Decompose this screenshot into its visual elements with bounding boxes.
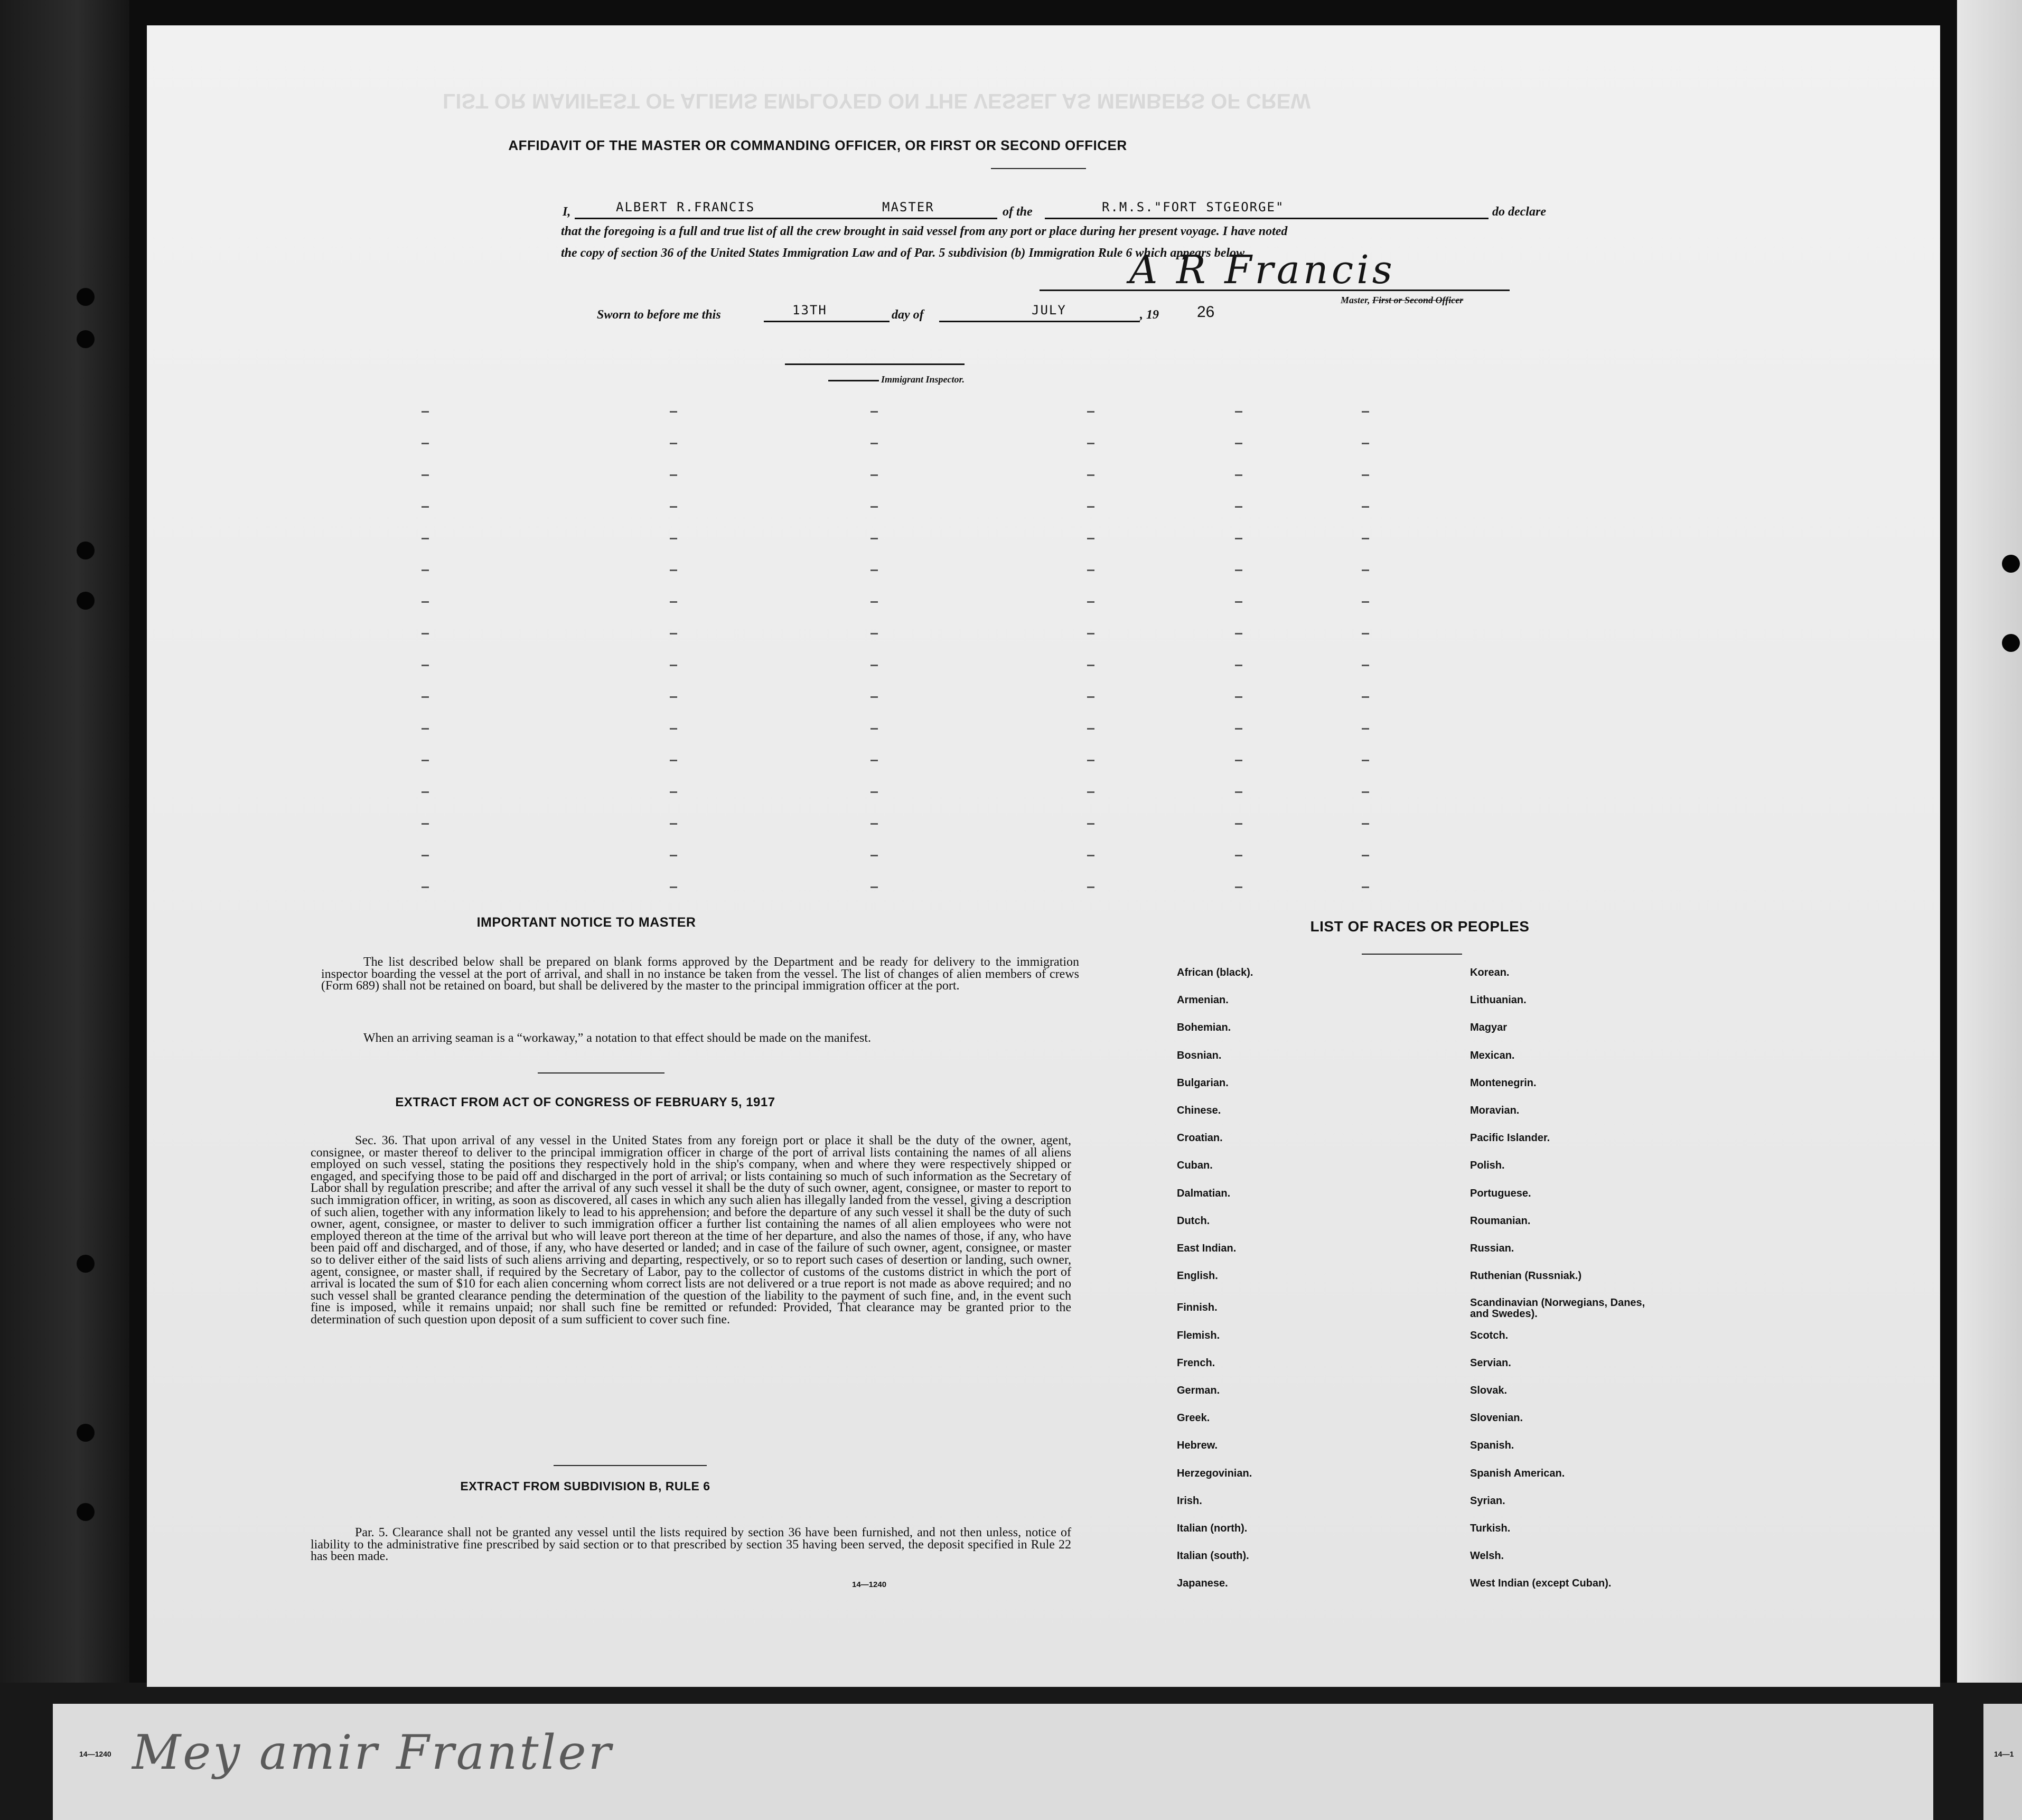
sworn-day: 13TH xyxy=(792,303,827,318)
binder-hole-icon xyxy=(77,288,95,306)
race-list-item: Scotch. xyxy=(1470,1329,1509,1341)
do-declare-label: do declare xyxy=(1492,205,1546,219)
race-list-item: Polish. xyxy=(1470,1160,1505,1172)
vessel-name: R.M.S."FORT STGEORGE" xyxy=(1102,200,1285,214)
of-the-label: of the xyxy=(1003,205,1033,219)
bottom-handwriting: Mey amir Frantler xyxy=(132,1725,613,1780)
bottom-right-adjacent-page xyxy=(1983,1704,2022,1820)
binder-hole-icon xyxy=(77,542,95,559)
race-list-item: Spanish American. xyxy=(1470,1467,1565,1479)
race-list-item: Finnish. xyxy=(1177,1302,1218,1314)
races-title-divider xyxy=(1362,954,1462,955)
affidavit-title: AFFIDAVIT OF THE MASTER OR COMMANDING OFFICER, OR FIRST OR SECOND OFFICER xyxy=(508,137,1127,153)
notice-title: IMPORTANT NOTICE TO MASTER xyxy=(476,915,696,930)
master-signature: A R Francis xyxy=(1129,247,1396,293)
master-rank: MASTER xyxy=(882,200,934,214)
races-title: LIST OF RACES OR PEOPLES xyxy=(1310,918,1530,935)
binder-hole-icon xyxy=(77,592,95,610)
race-list-item: Welsh. xyxy=(1470,1550,1504,1562)
inspector-underline xyxy=(828,380,879,381)
race-list-item: Magyar xyxy=(1470,1022,1508,1034)
race-list-item: Irish. xyxy=(1177,1495,1202,1507)
binder-hole-icon xyxy=(77,330,95,348)
race-list-item: Chinese. xyxy=(1177,1105,1221,1116)
bottom-right-label: 14—1 xyxy=(1994,1750,2014,1758)
race-list-item: Lithuanian. xyxy=(1470,994,1527,1006)
binder-hole-icon xyxy=(77,1503,95,1521)
race-list-item: Herzegovinian. xyxy=(1177,1467,1252,1479)
race-list-item: Cuban. xyxy=(1177,1160,1213,1172)
race-list-item: Armenian. xyxy=(1177,994,1229,1006)
inspector-caption-row xyxy=(828,374,965,385)
race-list-item: German. xyxy=(1177,1385,1220,1396)
race-list-item: Turkish. xyxy=(1470,1523,1511,1534)
race-list-item: Italian (north). xyxy=(1177,1523,1248,1534)
race-list-item: Japanese. xyxy=(1177,1578,1228,1590)
race-list-item: Bosnian. xyxy=(1177,1049,1222,1061)
race-list-item: Slovenian. xyxy=(1470,1412,1523,1424)
signature-caption-struck: First or Second Officer xyxy=(1372,295,1464,305)
inspector-caption: Immigrant Inspector. xyxy=(881,374,965,385)
race-list-item: Greek. xyxy=(1177,1412,1210,1424)
race-list-item: Roumanian. xyxy=(1470,1215,1531,1227)
race-list-item: Slovak. xyxy=(1470,1385,1508,1396)
race-list-item: Ruthenian (Russniak.) xyxy=(1470,1270,1582,1282)
race-list-item: West Indian (except Cuban). xyxy=(1470,1578,1612,1590)
race-list-item: African (black). xyxy=(1177,967,1253,978)
film-right-strip xyxy=(1957,0,2022,1820)
sworn-year: 26 xyxy=(1197,303,1215,321)
inspector-signature-line xyxy=(785,363,965,365)
act-extract-title: EXTRACT FROM ACT OF CONGRESS OF FEBRUARY 5, 1917 xyxy=(395,1095,775,1109)
race-list-item: Russian. xyxy=(1470,1243,1514,1254)
year-prefix: , 19 xyxy=(1140,308,1159,322)
race-list-item: Scandinavian (Norwegians, Danes, and Swedes). xyxy=(1470,1297,1645,1320)
manifest-page xyxy=(147,25,1940,1687)
signature-caption xyxy=(1341,295,1463,306)
signature-line xyxy=(1040,290,1510,291)
affidavit-i-prefix: I, xyxy=(563,205,571,219)
binder-hole-icon xyxy=(2002,634,2020,652)
sworn-month: JULY xyxy=(1032,303,1066,318)
race-list-item: Flemish. xyxy=(1177,1329,1220,1341)
sworn-day-underline xyxy=(764,321,890,322)
sworn-prefix: Sworn to before me this xyxy=(597,308,721,322)
affidavit-statement-line: that the foregoing is a full and true list of all the crew brought in said vessel from any port or place during her present voyage. I have noted xyxy=(561,225,1288,238)
race-list-item: Spanish. xyxy=(1470,1440,1514,1452)
race-list-item: Dutch. xyxy=(1177,1215,1210,1227)
form-number: 14—1240 xyxy=(852,1580,887,1589)
day-of-label: day of xyxy=(892,308,924,322)
binder-hole-icon xyxy=(2002,555,2020,573)
race-list-item: Dalmatian. xyxy=(1177,1187,1231,1199)
master-name: ALBERT R.FRANCIS xyxy=(616,200,755,214)
race-list-item: English. xyxy=(1177,1270,1218,1282)
race-list-item: Servian. xyxy=(1470,1357,1511,1369)
race-list-item: Bulgarian. xyxy=(1177,1077,1229,1089)
race-list-item: East Indian. xyxy=(1177,1243,1237,1254)
notice-paragraph: When an arriving seaman is a “workaway,” a notation to that effect should be made on the manifest. xyxy=(363,1031,871,1045)
race-list-item: Bohemian. xyxy=(1177,1022,1231,1034)
race-list-item: Hebrew. xyxy=(1177,1440,1218,1452)
section-divider xyxy=(554,1465,707,1466)
affidavit-statement-line: the copy of section 36 of the United States Immigration Law and of Par. 5 subdivision (b) Immigration Rule 6 which appears below. xyxy=(561,246,1248,260)
rule-extract-text: Par. 5. Clearance shall not be granted any vessel until the lists required by section 36 have been furnished, and not then unless, notice of liability to the administrative fine prescribed by said section or to that prescribed by section 35 having been served, the deposit specified in Rule 22 has been made. xyxy=(311,1526,1071,1564)
race-list-item: Moravian. xyxy=(1470,1105,1520,1116)
race-list-item: Korean. xyxy=(1470,967,1510,978)
binder-hole-icon xyxy=(77,1255,95,1273)
bleed-through-text: LIST OR MANIFEST OF ALIENS EMPLOYED ON THE VESSEL AS MEMBERS OF CREW xyxy=(443,89,1311,113)
race-list-item: Italian (south). xyxy=(1177,1550,1249,1562)
sworn-month-underline xyxy=(939,321,1140,322)
title-divider xyxy=(991,168,1086,169)
signature-caption-master: Master, xyxy=(1341,295,1370,305)
race-list-item: Portuguese. xyxy=(1470,1187,1531,1199)
name-underline xyxy=(575,218,997,219)
race-list-item: French. xyxy=(1177,1357,1215,1369)
section-divider xyxy=(538,1072,664,1074)
film-left-strip xyxy=(0,0,129,1820)
notice-paragraph: The list described below shall be prepared on blank forms approved by the Department and be ready for delivery to the immigration inspector boarding the vessel at the port of arrival, and shall in no instance be taken from the vessel. The list of changes of alien members of crews (Form 689) shall not be retained on board, but shall be delivered by the master to the principal immigration officer at the port. xyxy=(321,955,1079,993)
rule-extract-title: EXTRACT FROM SUBDIVISION B, RULE 6 xyxy=(460,1479,710,1493)
race-list-item: Pacific Islander. xyxy=(1470,1132,1550,1144)
race-list-item: Mexican. xyxy=(1470,1049,1515,1061)
race-list-item: Syrian. xyxy=(1470,1495,1505,1507)
bottom-form-number: 14—1240 xyxy=(79,1750,111,1758)
race-list-item: Montenegrin. xyxy=(1470,1077,1537,1089)
race-list-item: Croatian. xyxy=(1177,1132,1223,1144)
act-extract-text: Sec. 36. That upon arrival of any vessel in the United States from any foreign port or place it shall be the duty of the owner, agent, consignee, or master thereof to deliver to the principal immigration officer in charge of the port of arrival lists containing the names of all aliens employed on such vessel, stating the positions they respectively hold in the ship's company, when and where they were respectively shipped or engaged, and specifying those to be paid off and discharged in the port of arrival; or lists containing so much of such information as the Secretary of Labor shall by regulation prescribe; and after the arrival of any such vessel it shall be the duty of such owner, agent, consignee, or master to report to such immigration officer, in writing, as soon as discovered, all cases in which any such alien has illegally landed from the vessel, giving a description of such alien, together with any information likely to lead to his apprehension; and before the departure of any such vessel it shall be the duty of such owner, agent, consignee, or master to deliver to such immigration officer a further list containing the names of all alien employees who were not employed thereon at the time of the arrival but who will leave port thereon at the time of her departure, and also the names of those, if any, who have been paid off and discharged, and of those, if any, who have deserted or landed; and in case of the failure of such owner, agent, consignee, or master so to deliver either of the said lists of such aliens arriving and departing, respectively, or so to report such cases of desertion or landing, such owner, agent, consignee, or master shall, if required by the Secretary of Labor, pay to the collector of customs of the customs district in which the port of arrival is located the sum of $10 for each alien concerning whom correct lists are not delivered or a true report is not made as above required; and no such vessel shall be granted clearance pending the determination of the question of the liability to the payment of such fine, and, in the event such fine is imposed, while it remains unpaid; nor shall such fine be remitted or refunded: Provided, That clearance may be granted prior to the determination of such question upon deposit of a sum sufficient to cover such fine. xyxy=(311,1134,1071,1327)
vessel-underline xyxy=(1045,218,1489,219)
binder-hole-icon xyxy=(77,1424,95,1442)
